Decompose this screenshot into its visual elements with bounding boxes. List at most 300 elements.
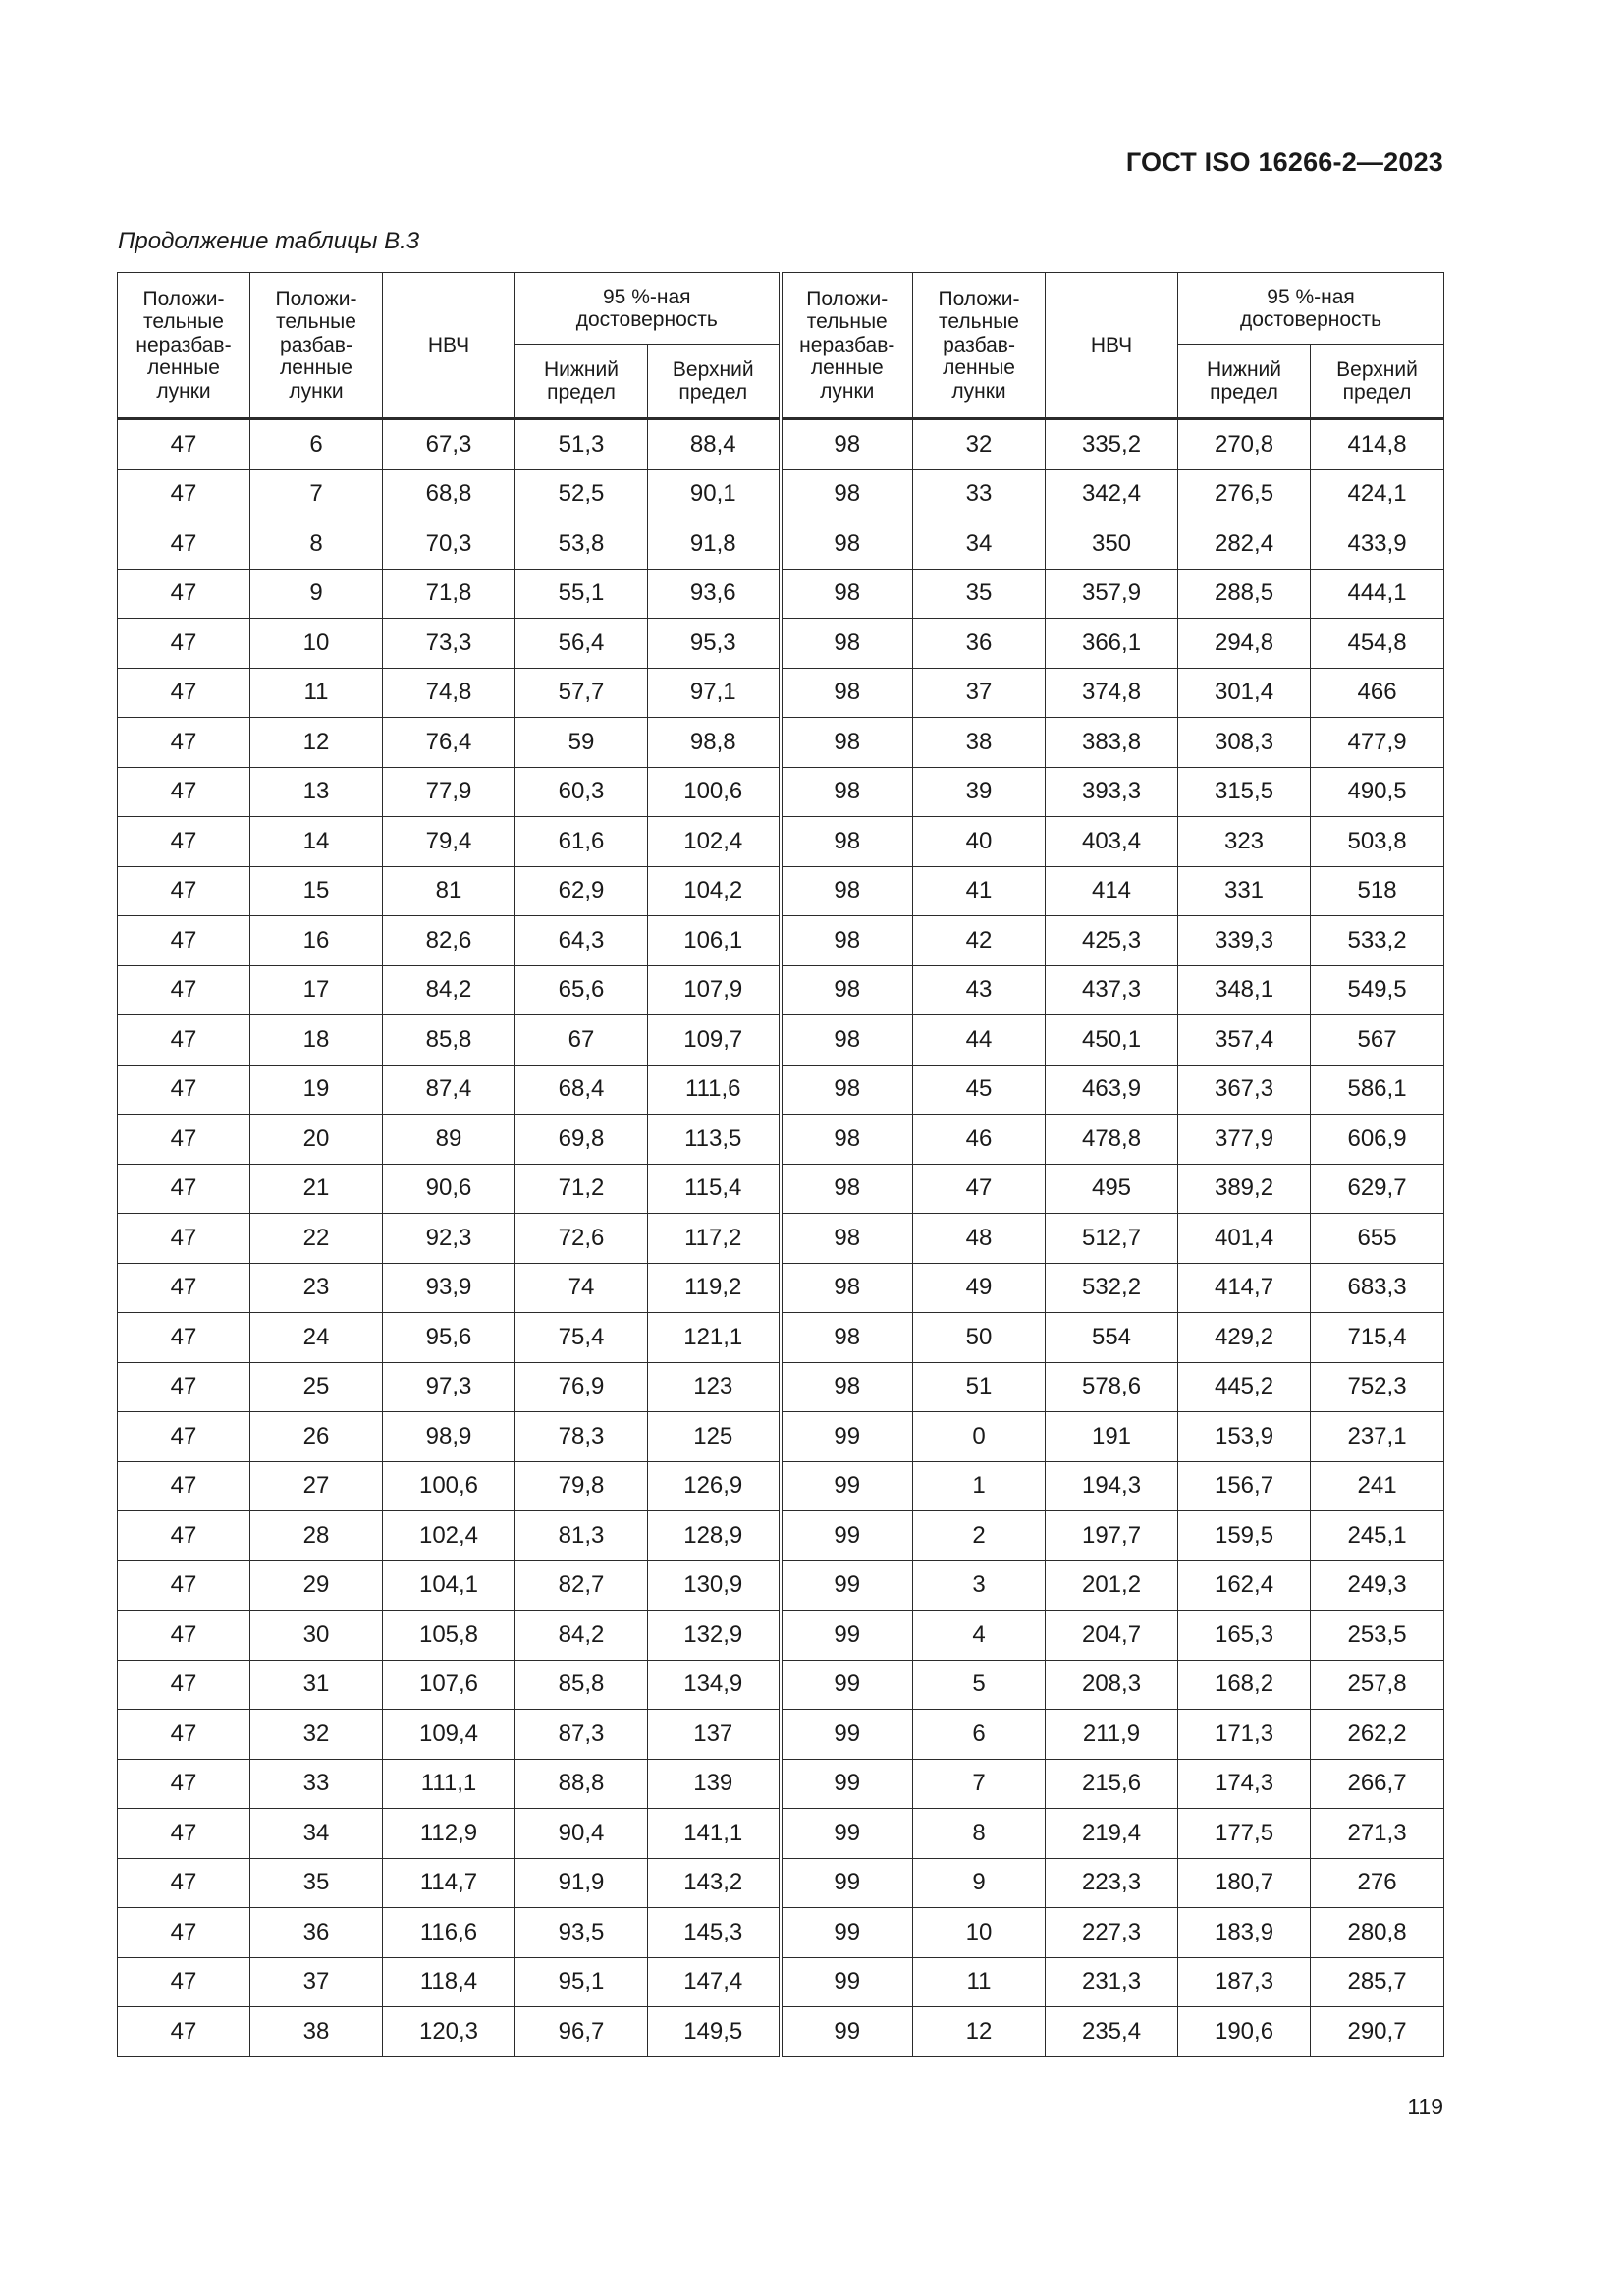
table-cell: 143,2 [648,1858,781,1908]
table-cell: 137 [648,1710,781,1760]
table-cell: 393,3 [1046,767,1178,817]
table-cell: 75,4 [515,1313,648,1363]
table-cell: 95,6 [383,1313,515,1363]
table-cell: 46 [913,1115,1046,1165]
table-cell: 47 [118,2007,250,2057]
table-cell: 51,3 [515,419,648,470]
table-row [118,1759,1444,1809]
table-cell: 12 [913,2007,1046,2057]
table-cell: 98 [781,1115,913,1165]
table-cell: 82,6 [383,916,515,966]
table-cell: 125 [648,1412,781,1462]
table-cell: 98,8 [648,718,781,768]
table-cell: 109,4 [383,1710,515,1760]
table-cell: 99 [781,1759,913,1809]
header-upper-limit-2: Верхний предел [1311,345,1444,419]
table-cell: 10 [250,619,383,669]
table-cell: 377,9 [1178,1115,1311,1165]
table-cell: 98 [781,916,913,966]
table-cell: 45 [913,1065,1046,1115]
table-cell: 116,6 [383,1908,515,1958]
table-cell: 231,3 [1046,1957,1178,2007]
table-cell: 70,3 [383,519,515,570]
table-cell: 294,8 [1178,619,1311,669]
table-cell: 223,3 [1046,1858,1178,1908]
table-cell: 98 [781,1015,913,1066]
table-cell: 47 [118,569,250,619]
table-header [118,273,1444,419]
table-row [118,866,1444,916]
mpn-table [117,272,1444,2057]
table-cell: 532,2 [1046,1263,1178,1313]
table-cell: 69,8 [515,1115,648,1165]
table-cell: 366,1 [1046,619,1178,669]
table-cell: 8 [913,1809,1046,1859]
table-cell: 204,7 [1046,1611,1178,1661]
table-cell: 27 [250,1461,383,1511]
table-cell: 47 [118,668,250,718]
table-cell: 512,7 [1046,1214,1178,1264]
table-cell: 47 [118,1858,250,1908]
table-row [118,1511,1444,1561]
table-cell: 33 [250,1759,383,1809]
table-cell: 99 [781,1611,913,1661]
table-body [118,419,1444,2057]
table-cell: 30 [250,1611,383,1661]
table-row [118,2007,1444,2057]
table-cell: 98 [781,1313,913,1363]
table-cell: 11 [913,1957,1046,2007]
table-cell: 433,9 [1311,519,1444,570]
table-cell: 99 [781,1858,913,1908]
table-cell: 90,6 [383,1164,515,1214]
table-cell: 62,9 [515,866,648,916]
table-cell: 180,7 [1178,1858,1311,1908]
table-cell: 357,9 [1046,569,1178,619]
table-cell: 56,4 [515,619,648,669]
table-cell: 47 [118,519,250,570]
table-cell: 23 [250,1263,383,1313]
table-cell: 81,3 [515,1511,648,1561]
table-cell: 123 [648,1362,781,1412]
table-cell: 549,5 [1311,965,1444,1015]
table-cell: 98 [781,519,913,570]
table-cell: 47 [118,1065,250,1115]
table-cell: 237,1 [1311,1412,1444,1462]
table-cell: 518 [1311,866,1444,916]
table-cell: 187,3 [1178,1957,1311,2007]
table-cell: 249,3 [1311,1560,1444,1611]
table-cell: 567 [1311,1015,1444,1066]
table-cell: 235,4 [1046,2007,1178,2057]
table-cell: 335,2 [1046,419,1178,470]
table-cell: 554 [1046,1313,1178,1363]
header-upper-limit: Верхний предел [648,345,781,419]
table-cell: 90,4 [515,1809,648,1859]
table-cell: 47 [118,1412,250,1462]
table-cell: 98 [781,718,913,768]
table-cell: 339,3 [1178,916,1311,966]
header-lower-limit: Нижний предел [515,345,648,419]
table-cell: 47 [118,469,250,519]
header-mpn: НВЧ [383,273,515,419]
table-cell: 85,8 [383,1015,515,1066]
table-cell: 118,4 [383,1957,515,2007]
table-cell: 466 [1311,668,1444,718]
table-cell: 32 [913,419,1046,470]
table-cell: 49 [913,1263,1046,1313]
table-cell: 47 [118,1511,250,1561]
table-cell: 47 [118,1809,250,1859]
table-row [118,1660,1444,1710]
table-cell: 98 [781,469,913,519]
table-cell: 444,1 [1311,569,1444,619]
table-cell: 119,2 [648,1263,781,1313]
table-cell: 357,4 [1178,1015,1311,1066]
table-cell: 35 [250,1858,383,1908]
table-cell: 47 [118,1115,250,1165]
table-cell: 342,4 [1046,469,1178,519]
table-cell: 117,2 [648,1214,781,1264]
table-cell: 276 [1311,1858,1444,1908]
table-cell: 95,1 [515,1957,648,2007]
table-row [118,668,1444,718]
table-row [118,1710,1444,1760]
table-cell: 18 [250,1015,383,1066]
table-cell: 99 [781,1710,913,1760]
table-cell: 241 [1311,1461,1444,1511]
table-row [118,965,1444,1015]
table-cell: 81 [383,866,515,916]
table-row [118,1809,1444,1859]
table-cell: 38 [913,718,1046,768]
header-confidence-2: 95 %-ная достоверность [1178,273,1444,345]
table-cell: 171,3 [1178,1710,1311,1760]
table-cell: 84,2 [515,1611,648,1661]
table-cell: 47 [118,1015,250,1066]
table-cell: 113,5 [648,1115,781,1165]
table-cell: 47 [118,1560,250,1611]
table-cell: 19 [250,1065,383,1115]
table-cell: 100,6 [648,767,781,817]
table-cell: 301,4 [1178,668,1311,718]
table-row [118,1115,1444,1165]
table-cell: 477,9 [1311,718,1444,768]
table-cell: 28 [250,1511,383,1561]
table-cell: 61,6 [515,817,648,867]
table-cell: 67 [515,1015,648,1066]
table-cell: 47 [118,965,250,1015]
table-cell: 99 [781,1560,913,1611]
table-cell: 47 [118,817,250,867]
table-cell: 5 [913,1660,1046,1710]
table-cell: 288,5 [1178,569,1311,619]
table-cell: 586,1 [1311,1065,1444,1115]
table-cell: 578,6 [1046,1362,1178,1412]
table-cell: 40 [913,817,1046,867]
table-cell: 77,9 [383,767,515,817]
table-cell: 425,3 [1046,916,1178,966]
table-cell: 104,2 [648,866,781,916]
table-cell: 503,8 [1311,817,1444,867]
table-row [118,1611,1444,1661]
table-cell: 99 [781,1908,913,1958]
table-cell: 26 [250,1412,383,1462]
table-cell: 276,5 [1178,469,1311,519]
table-cell: 76,4 [383,718,515,768]
table-cell: 59 [515,718,648,768]
table-cell: 90,1 [648,469,781,519]
table-row [118,1461,1444,1511]
header-confidence: 95 %-ная достоверность [515,273,781,345]
table-row [118,1908,1444,1958]
table-cell: 290,7 [1311,2007,1444,2057]
table-cell: 47 [118,1214,250,1264]
table-cell: 99 [781,1511,913,1561]
table-cell: 655 [1311,1214,1444,1264]
table-cell: 34 [250,1809,383,1859]
table-cell: 285,7 [1311,1957,1444,2007]
header-positive-undiluted-2: Положи- тельные неразбав- ленные лунки [781,273,913,419]
table-cell: 114,7 [383,1858,515,1908]
table-cell: 109,7 [648,1015,781,1066]
table-cell: 162,4 [1178,1560,1311,1611]
table-cell: 25 [250,1362,383,1412]
table-cell: 98 [781,668,913,718]
table-cell: 752,3 [1311,1362,1444,1412]
table-cell: 43 [913,965,1046,1015]
table-cell: 44 [913,1015,1046,1066]
table-cell: 107,6 [383,1660,515,1710]
table-cell: 20 [250,1115,383,1165]
table-cell: 34 [913,519,1046,570]
table-cell: 389,2 [1178,1164,1311,1214]
table-cell: 111,1 [383,1759,515,1809]
table-cell: 350 [1046,519,1178,570]
table-cell: 98 [781,1362,913,1412]
table-cell: 262,2 [1311,1710,1444,1760]
table-cell: 33 [913,469,1046,519]
table-cell: 174,3 [1178,1759,1311,1809]
table-cell: 24 [250,1313,383,1363]
table-cell: 97,1 [648,668,781,718]
table-cell: 132,9 [648,1611,781,1661]
table-cell: 37 [250,1957,383,2007]
table-cell: 606,9 [1311,1115,1444,1165]
table-cell: 141,1 [648,1809,781,1859]
table-cell: 257,8 [1311,1660,1444,1710]
table-cell: 490,5 [1311,767,1444,817]
table-cell: 60,3 [515,767,648,817]
table-cell: 12 [250,718,383,768]
table-cell: 149,5 [648,2007,781,2057]
table-cell: 111,6 [648,1065,781,1115]
table-cell: 128,9 [648,1511,781,1561]
table-cell: 52,5 [515,469,648,519]
table-cell: 39 [913,767,1046,817]
table-cell: 21 [250,1164,383,1214]
table-cell: 147,4 [648,1957,781,2007]
table-cell: 463,9 [1046,1065,1178,1115]
table-cell: 99 [781,1660,913,1710]
table-cell: 683,3 [1311,1263,1444,1313]
table-cell: 282,4 [1178,519,1311,570]
table-cell: 153,9 [1178,1412,1311,1462]
table-cell: 374,8 [1046,668,1178,718]
table-cell: 50 [913,1313,1046,1363]
table-cell: 73,3 [383,619,515,669]
table-cell: 194,3 [1046,1461,1178,1511]
table-cell: 495 [1046,1164,1178,1214]
table-cell: 47 [118,866,250,916]
table-cell: 85,8 [515,1660,648,1710]
table-cell: 37 [913,668,1046,718]
table-cell: 105,8 [383,1611,515,1661]
table-cell: 190,6 [1178,2007,1311,2057]
table-cell: 130,9 [648,1560,781,1611]
table-cell: 9 [913,1858,1046,1908]
table-cell: 51 [913,1362,1046,1412]
table-cell: 4 [913,1611,1046,1661]
table-row [118,1362,1444,1412]
table-cell: 401,4 [1178,1214,1311,1264]
table-cell: 91,9 [515,1858,648,1908]
table-cell: 17 [250,965,383,1015]
table-cell: 16 [250,916,383,966]
table-cell: 89 [383,1115,515,1165]
table-cell: 99 [781,2007,913,2057]
table-cell: 454,8 [1311,619,1444,669]
table-cell: 38 [250,2007,383,2057]
table-cell: 98 [781,1164,913,1214]
table-cell: 98,9 [383,1412,515,1462]
table-cell: 1 [913,1461,1046,1511]
table-cell: 323 [1178,817,1311,867]
table-cell: 7 [250,469,383,519]
table-cell: 47 [118,1710,250,1760]
table-cell: 87,3 [515,1710,648,1760]
table-cell: 53,8 [515,519,648,570]
table-row [118,1214,1444,1264]
table-cell: 74 [515,1263,648,1313]
table-cell: 15 [250,866,383,916]
table-cell: 106,1 [648,916,781,966]
table-cell: 201,2 [1046,1560,1178,1611]
table-cell: 35 [913,569,1046,619]
table-cell: 47 [118,1759,250,1809]
table-cell: 92,3 [383,1214,515,1264]
table-cell: 177,5 [1178,1809,1311,1859]
table-cell: 78,3 [515,1412,648,1462]
table-cell: 87,4 [383,1065,515,1115]
table-cell: 9 [250,569,383,619]
table-cell: 47 [118,718,250,768]
table-row [118,1858,1444,1908]
table-cell: 208,3 [1046,1660,1178,1710]
table-cell: 67,3 [383,419,515,470]
table-cell: 145,3 [648,1908,781,1958]
table-cell: 115,4 [648,1164,781,1214]
table-cell: 31 [250,1660,383,1710]
table-cell: 13 [250,767,383,817]
table-row [118,817,1444,867]
table-cell: 533,2 [1311,916,1444,966]
table-cell: 445,2 [1178,1362,1311,1412]
table-cell: 36 [250,1908,383,1958]
page-number: 119 [1407,2094,1443,2119]
table-cell: 47 [118,1362,250,1412]
table-row [118,718,1444,768]
table-cell: 0 [913,1412,1046,1462]
header-mpn-2: НВЧ [1046,273,1178,419]
table-cell: 98 [781,1214,913,1264]
table-cell: 104,1 [383,1560,515,1611]
table-cell: 629,7 [1311,1164,1444,1214]
table-cell: 10 [913,1908,1046,1958]
table-cell: 245,1 [1311,1511,1444,1561]
table-row [118,1313,1444,1363]
table-cell: 47 [118,1611,250,1661]
table-row [118,519,1444,570]
table-cell: 99 [781,1809,913,1859]
table-row [118,916,1444,966]
table-cell: 64,3 [515,916,648,966]
table-cell: 98 [781,965,913,1015]
table-cell: 71,2 [515,1164,648,1214]
table-cell: 99 [781,1412,913,1462]
table-cell: 98 [781,817,913,867]
table-cell: 29 [250,1560,383,1611]
table-cell: 414,7 [1178,1263,1311,1313]
table-row [118,1263,1444,1313]
table-cell: 47 [118,419,250,470]
table-row [118,619,1444,669]
table-cell: 47 [118,1660,250,1710]
table-cell: 57,7 [515,668,648,718]
document-header: ГОСТ ISO 16266-2—2023 [1125,147,1443,177]
table-cell: 47 [118,1313,250,1363]
table-cell: 93,6 [648,569,781,619]
table-cell: 98 [781,866,913,916]
table-cell: 55,1 [515,569,648,619]
table-row [118,469,1444,519]
table-cell: 429,2 [1178,1313,1311,1363]
header-positive-diluted-2: Положи- тельные разбав- ленные лунки [913,273,1046,419]
table-cell: 99 [781,1957,913,2007]
table-cell: 42 [913,916,1046,966]
table-cell: 98 [781,569,913,619]
table-row [118,1164,1444,1214]
table-cell: 227,3 [1046,1908,1178,1958]
table-cell: 82,7 [515,1560,648,1611]
table-cell: 367,3 [1178,1065,1311,1115]
table-cell: 107,9 [648,965,781,1015]
table-cell: 134,9 [648,1660,781,1710]
table-cell: 478,8 [1046,1115,1178,1165]
table-cell: 47 [118,619,250,669]
table-cell: 47 [118,1263,250,1313]
table-caption: Продолжение таблицы В.3 [118,228,420,254]
table-cell: 14 [250,817,383,867]
table-cell: 68,8 [383,469,515,519]
table-row [118,1957,1444,2007]
table-cell: 76,9 [515,1362,648,1412]
header-lower-limit-2: Нижний предел [1178,345,1311,419]
table-cell: 88,8 [515,1759,648,1809]
table-cell: 308,3 [1178,718,1311,768]
table-cell: 348,1 [1178,965,1311,1015]
table-cell: 414,8 [1311,419,1444,470]
